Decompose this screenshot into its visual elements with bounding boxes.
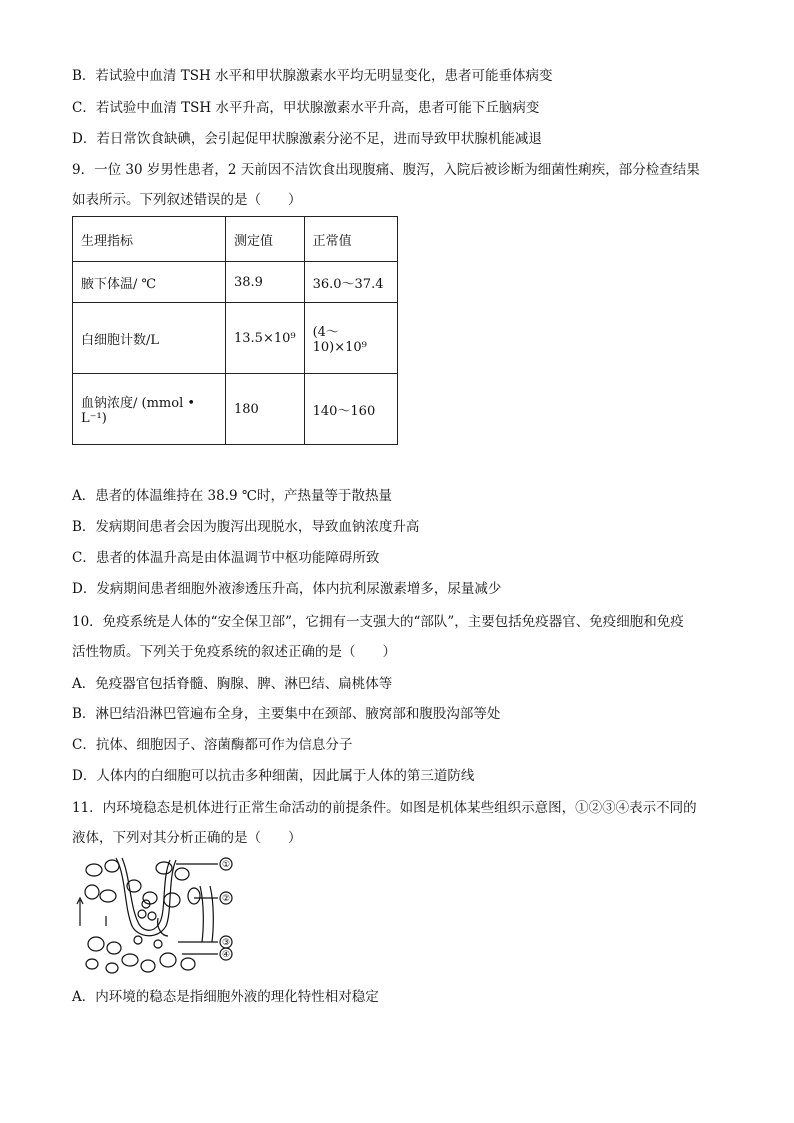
table-header-cell: 正常值 — [304, 217, 397, 262]
label-2: ② — [221, 894, 231, 904]
tissue-diagram — [72, 856, 242, 976]
table-cell: 白细胞计数/L — [73, 303, 226, 374]
q9-option-d: D．发病期间患者细胞外液渗透压升高，体内抗利尿激素增多，尿量减少 — [72, 581, 502, 597]
q9-option-c: C．患者的体温升高是由体温调节中枢功能障碍所致 — [72, 550, 380, 566]
table-row — [73, 303, 398, 374]
table-cell: 36.0～37.4 — [304, 262, 397, 303]
table-cell: 腋下体温/ ℃ — [73, 262, 226, 303]
q10-option-c: C．抗体、细胞因子、溶菌酶都可作为信息分子 — [72, 737, 353, 753]
q10-stem-line2: 活性物质。下列关于免疫系统的叙述正确的是（ ） — [72, 644, 396, 660]
q10-option-b: B．淋巴结沿淋巴管遍布全身，主要集中在颈部、腋窝部和腹股沟部等处 — [72, 706, 501, 722]
q11-stem-line1: 11．内环境稳态是机体进行正常生命活动的前提条件。如图是机体某些组织示意图，①②③④表示不同的 — [72, 800, 697, 816]
q8-option-b: B．若试验中血清 TSH 水平和甲状腺激素水平均无明显变化，患者可能垂体病变 — [72, 68, 553, 84]
table-cell: 38.9 — [226, 262, 305, 303]
q9-stem-line2: 如表所示。下列叙述错误的是（ ） — [72, 192, 302, 208]
label-3: ③ — [221, 938, 231, 948]
table-header-cell: 测定值 — [226, 217, 305, 262]
q10-stem-line1: 10．免疫系统是人体的“安全保卫部”，它拥有一支强大的“部队”，主要包括免疫器官、免疫细胞和免疫 — [72, 614, 684, 630]
table-header-cell: 生理指标 — [73, 217, 226, 262]
table-cell: (4～10)×10⁹ — [304, 303, 397, 374]
q9-option-a: A．患者的体温维持在 38.9 ℃时，产热量等于散热量 — [72, 488, 392, 504]
q11-option-a: A．内环境的稳态是指细胞外液的理化特性相对稳定 — [72, 989, 379, 1005]
table-cell: 140～160 — [304, 374, 397, 445]
q11-stem-line2: 液体，下列对其分析正确的是（ ） — [72, 830, 302, 846]
label-1: ① — [221, 860, 231, 870]
q9-data-table — [72, 216, 398, 445]
table-cell: 血钠浓度/ (mmol • L⁻¹) — [73, 374, 226, 445]
q10-option-d: D．人体内的白细胞可以抗击多种细菌，因此属于人体的第三道防线 — [72, 768, 475, 784]
q8-option-d: D．若日常饮食缺碘，会引起促甲状腺激素分泌不足，进而导致甲状腺机能减退 — [72, 131, 542, 147]
q8-option-c: C．若试验中血清 TSH 水平升高，甲状腺激素水平升高，患者可能下丘脑病变 — [72, 100, 540, 116]
table-row — [73, 262, 398, 303]
q9-option-b: B．发病期间患者会因为腹泻出现脱水，导致血钠浓度升高 — [72, 519, 420, 535]
table-row — [73, 374, 398, 445]
label-4: ④ — [221, 950, 231, 960]
table-cell: 180 — [226, 374, 305, 445]
q9-stem-line1: 9．一位 30 岁男性患者，2 天前因不洁饮食出现腹痛、腹泻，入院后被诊断为细菌性痢疾，部分检查结果 — [72, 162, 700, 178]
table-header-row — [73, 217, 398, 262]
q10-option-a: A．免疫器官包括脊髓、胸腺、脾、淋巴结、扁桃体等 — [72, 676, 393, 692]
table-cell: 13.5×10⁹ — [226, 303, 305, 374]
